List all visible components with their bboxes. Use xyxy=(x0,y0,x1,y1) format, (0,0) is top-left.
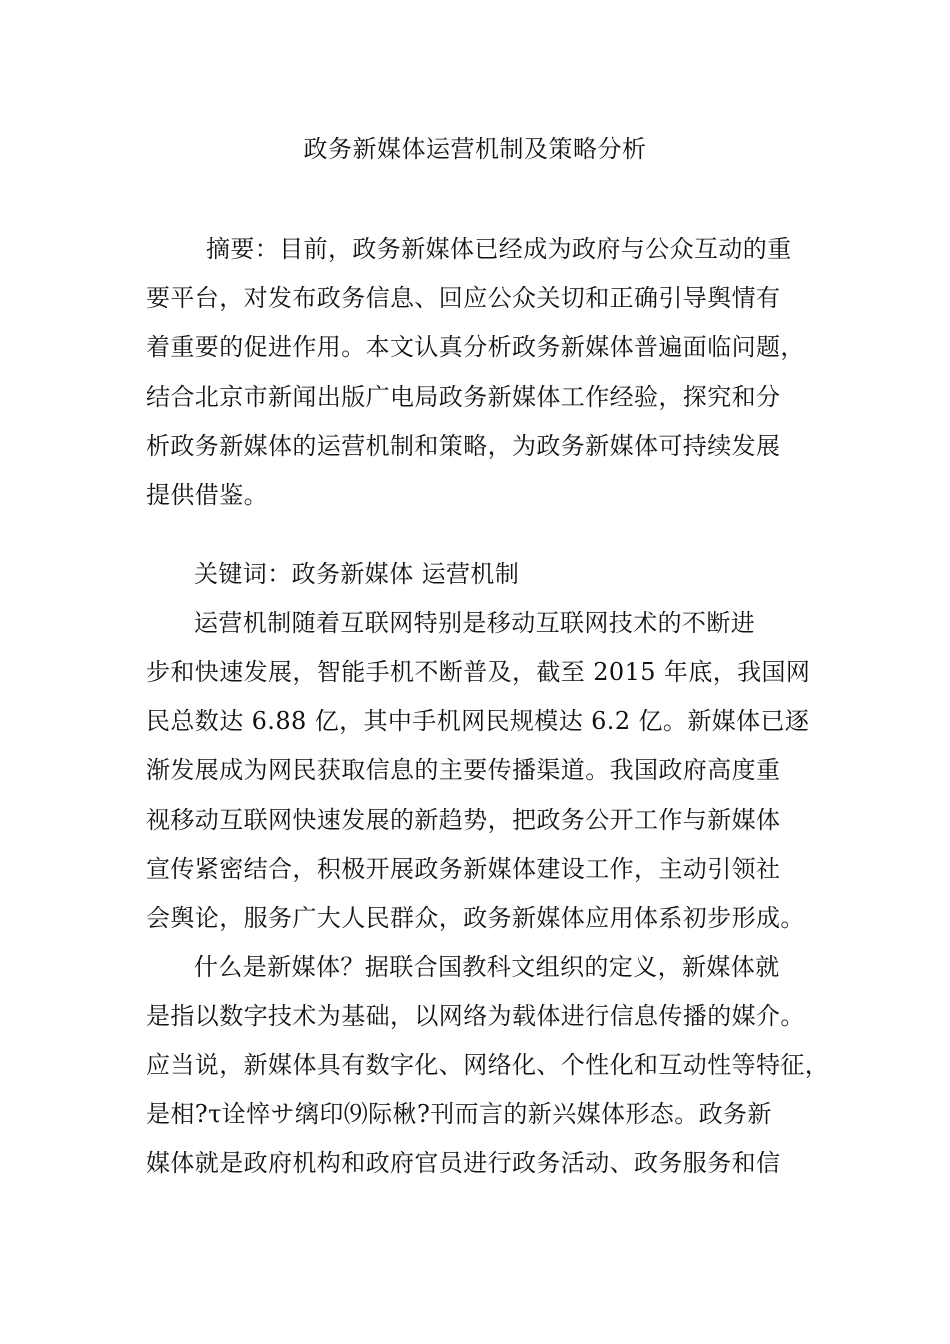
document-title: 政务新媒体运营机制及策略分析 xyxy=(303,135,647,163)
body-line: 是指以数字技术为基础，以网络为载体进行信息传播的媒介。 xyxy=(146,1002,805,1030)
body-line: 步和快速发展，智能手机不断普及，截至 2015 年底，我国网 xyxy=(146,658,811,686)
body-line: 什么是新媒体？据联合国教科文组织的定义，新媒体就 xyxy=(194,953,780,981)
body-line: 渐发展成为网民获取信息的主要传播渠道。我国政府高度重 xyxy=(146,756,781,784)
body-line: 民总数达 6.88 亿，其中手机网民规模达 6.2 亿。新媒体已逐 xyxy=(146,707,810,735)
body-line: 应当说，新媒体具有数字化、网络化、个性化和互动性等特征， xyxy=(146,1051,830,1079)
body-line: 运营机制随着互联网特别是移动互联网技术的不断进 xyxy=(194,609,756,637)
abstract-line: 要平台，对发布政务信息、回应公众关切和正确引导舆情有 xyxy=(146,284,781,312)
abstract-line: 摘要：目前，政务新媒体已经成为政府与公众互动的重 xyxy=(206,235,792,263)
body-line: 宣传紧密结合，积极开展政务新媒体建设工作，主动引领社 xyxy=(146,855,781,883)
abstract-line: 析政务新媒体的运营机制和策略，为政务新媒体可持续发展 xyxy=(146,432,781,460)
body-line: 视移动互联网快速发展的新趋势，把政务公开工作与新媒体 xyxy=(146,806,781,834)
keywords-line: 关键词：政务新媒体 运营机制 xyxy=(194,560,520,588)
body-line: 媒体就是政府机构和政府官员进行政务活动、政务服务和信 xyxy=(146,1149,781,1177)
abstract-line: 提供借鉴。 xyxy=(146,481,268,509)
abstract-line: 着重要的促进作用。本文认真分析政务新媒体普遍面临问题， xyxy=(146,333,805,361)
body-line: 会舆论，服务广大人民群众，政务新媒体应用体系初步形成。 xyxy=(146,904,805,932)
abstract-line: 结合北京市新闻出版广电局政务新媒体工作经验，探究和分 xyxy=(146,383,781,411)
body-line: 是相?τ诠悴サ缡印⑼际楸?刊而言的新兴媒体形态。政务新 xyxy=(146,1100,772,1128)
